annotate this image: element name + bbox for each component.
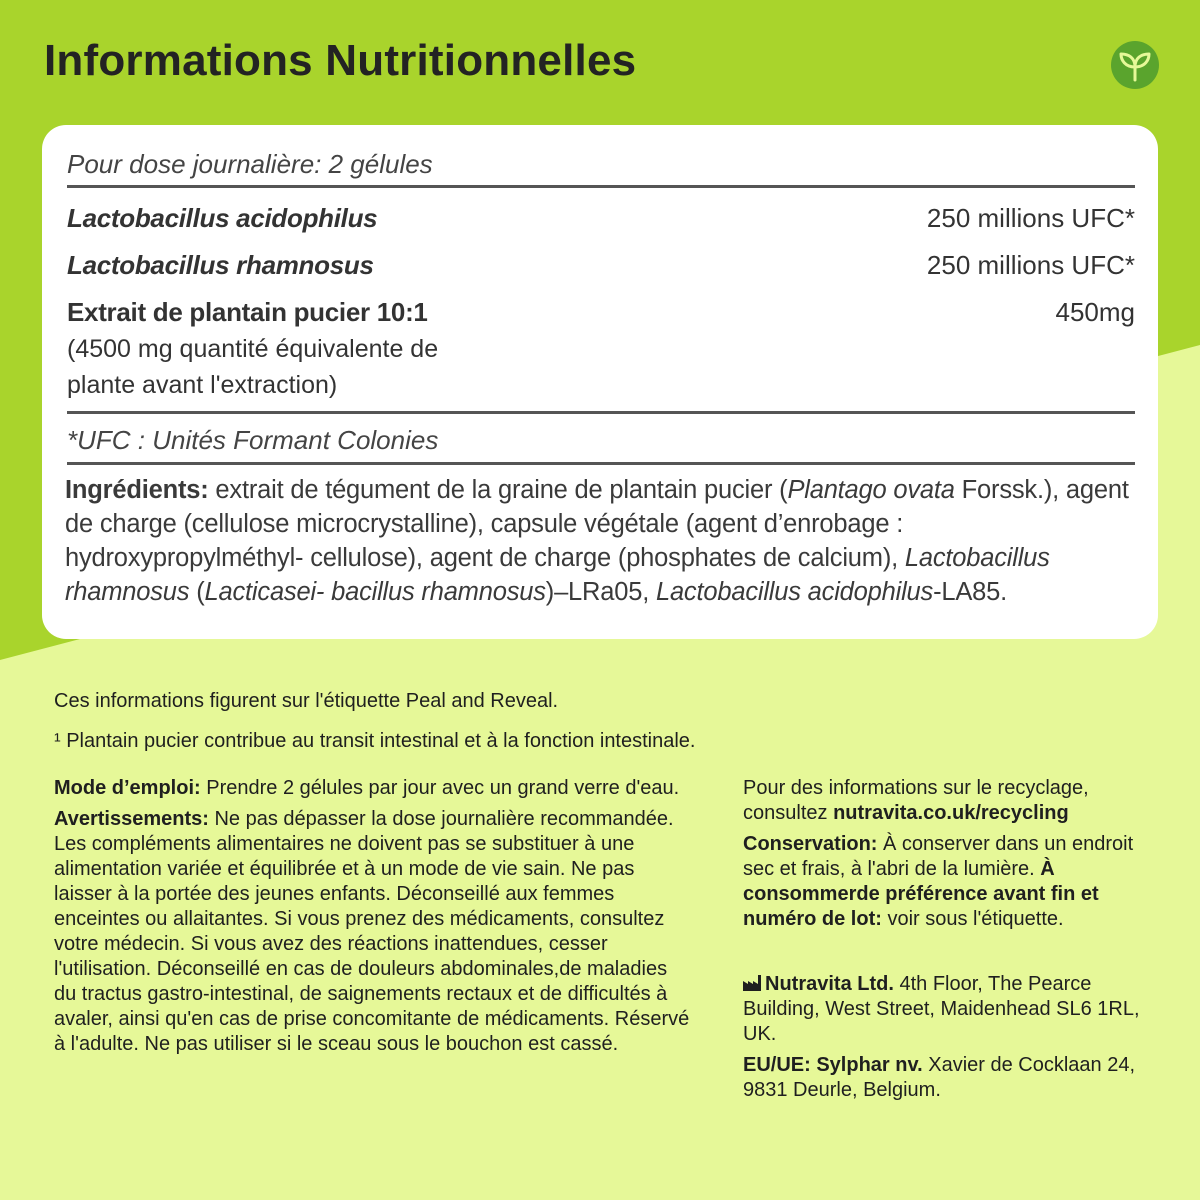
storage-text: À conserver dans un endroit sec et frais, à l'abri de la lumière.: [743, 833, 1134, 880]
factory-icon: [743, 975, 761, 991]
eu-representative: [743, 1053, 1163, 1103]
best-before-label: À consommerde préférence avant fin et numéro de lot:: [743, 858, 1099, 930]
nutrient-value: 250 millions UFC*: [926, 250, 1135, 280]
storage-label: Conservation:: [743, 833, 878, 855]
recycling-info: [743, 776, 1163, 826]
divider: [67, 411, 1135, 414]
ingredients-latin: Lactobacillus acidophilus: [655, 578, 934, 606]
company-name: Nutravita Ltd.: [765, 973, 894, 995]
divider: [67, 462, 1135, 465]
ingredients-text: [65, 473, 1145, 609]
nutrient-name: Lactobacillus acidophilus: [67, 203, 378, 233]
nutrient-name: Lactobacillus rhamnosus: [67, 250, 374, 280]
manufacturer-address: [743, 972, 1163, 1047]
ingredients-part: extrait de tégument de la graine de plantain pucier (: [208, 476, 788, 504]
divider: [67, 185, 1135, 188]
company-address: 4th Floor, The Pearce Building, West Street, Maidenhead SL6 1RL, UK.: [743, 973, 1140, 1045]
nutrient-note: (4500 mg quantité équivalente de plante avant l'extraction): [67, 335, 439, 399]
warnings: [54, 807, 694, 1057]
nutrient-name: Extrait de plantain pucier 10:1: [67, 297, 428, 327]
leaf-icon: [1110, 40, 1160, 90]
recycling-link[interactable]: nutravita.co.uk/recycling: [833, 802, 1069, 824]
eu-address: Xavier de Cocklaan 24, 9831 Deurle, Belgium.: [743, 1054, 1136, 1101]
footnote: ¹ Plantain pucier contribue au transit intestinal et à la fonction intestinale.: [54, 730, 696, 752]
ingredients-part: )–LRa05,: [545, 578, 656, 606]
nutrition-panel: [42, 125, 1158, 639]
ingredients-part: Forssk.), agent de charge (cellulose microcrystalline), capsule végétale (agent d’enrobage : hydroxypropylméthyl- cellulose), agent de charge (phosphates de calcium),: [65, 476, 1129, 572]
nutrient-value: 450mg: [1055, 297, 1135, 327]
dose-heading: Pour dose journalière: 2 gélules: [67, 149, 433, 179]
ingredients-label: Ingrédients:: [65, 476, 209, 504]
label-info-note: Ces informations figurent sur l'étiquette Peal and Reveal.: [54, 690, 559, 712]
usage-label: Mode d’emploi:: [54, 777, 201, 799]
ingredients-latin: Plantago ovata: [787, 476, 955, 504]
ufc-footnote: *UFC : Unités Formant Colonies: [67, 425, 439, 455]
usage-column: [54, 776, 694, 1063]
storage-info: [743, 832, 1163, 932]
ingredients-latin: Lactobacillus rhamnosus: [65, 544, 1050, 606]
warnings-text: Ne pas dépasser la dose journalière recommandée. Les compléments alimentaires ne doivent pas se substituer à une alimentation variée et équilibrée et à un mode de vie sain. Ne pas laisser à la portée des jeunes enfants. Déconseillé aux femmes enceintes ou allaitantes. Si vous prenez des médicaments, consultez votre médecin. Si vous avez des réactions inattendues, cesser l'utilisation. Déconseillé en cas de douleurs abdominales,de maladies du tractus gastro-intestinal, de saignements rectaux et de difficultés à avaler, ainsi qu'en cas de prise concomitante de médicaments. Réservé à l'adulte. Ne pas utiliser si le sceau sous le bouchon est cassé.: [54, 808, 690, 1055]
ingredients-part: (: [189, 578, 205, 606]
info-column: [743, 776, 1163, 1109]
nutrient-value: 250 millions UFC*: [926, 203, 1135, 233]
ingredients-part: -LA85.: [933, 578, 1008, 606]
warnings-label: Avertissements:: [54, 808, 209, 830]
recycling-text: Pour des informations sur le recyclage, consultez: [743, 777, 1089, 824]
best-before-text: voir sous l'étiquette.: [881, 908, 1064, 930]
eu-label: EU/UE: Sylphar nv.: [743, 1054, 923, 1076]
usage-text: Prendre 2 gélules par jour avec un grand verre d'eau.: [200, 777, 680, 799]
page-title: Informations Nutritionnelles: [44, 36, 637, 85]
ingredients-latin: Lacticasei- bacillus rhamnosus: [204, 578, 546, 606]
usage-instructions: [54, 776, 694, 801]
